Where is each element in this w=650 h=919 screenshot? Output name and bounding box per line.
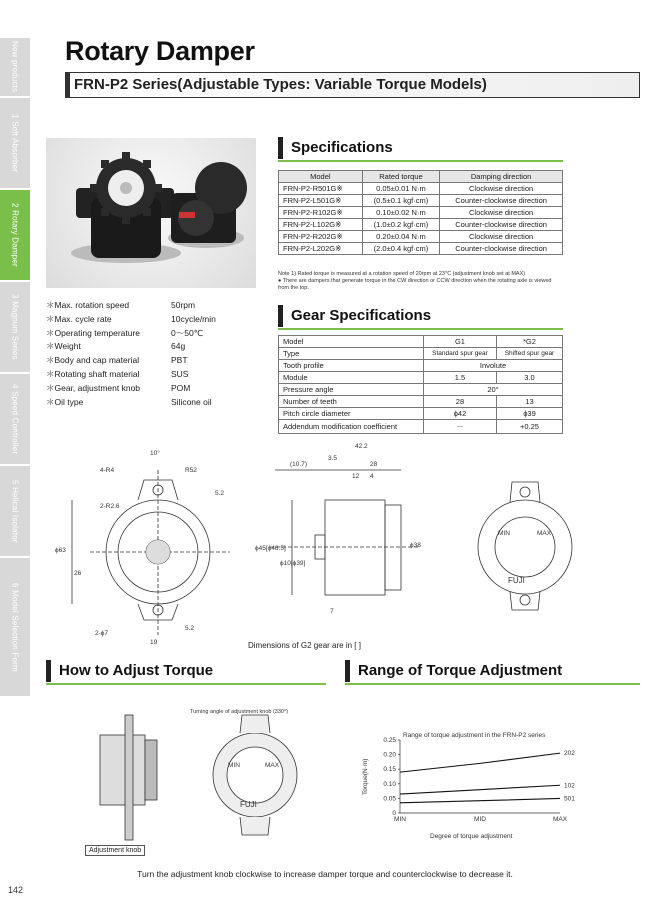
product-photo (46, 138, 256, 288)
tab-magnum-series[interactable]: 3 Magnum Series (0, 282, 30, 374)
spec-header: Model (279, 171, 363, 183)
spec-cell: FRN-P2-R102G※ (279, 207, 363, 219)
section-range-adjust: Range of Torque Adjustment (345, 660, 640, 682)
gear-cell: Addendum modification coefficient (279, 420, 424, 434)
dim-4: 4 (370, 473, 374, 480)
brand-label-2: FUJI (240, 800, 257, 809)
gear-cell: Type (279, 348, 424, 360)
spec-cell: (0.5±0.1 kgf·cm) (362, 195, 440, 207)
page-subtitle: FRN-P2 Series(Adjustable Types: Variable Torque Models) (65, 72, 640, 98)
dim-12: 12 (352, 473, 360, 480)
tab-model-selection[interactable]: 6 Model Selection Form (0, 558, 30, 698)
spec-cell: 0.10±0.02 N·m (362, 207, 440, 219)
dim-19: 19 (150, 639, 158, 645)
knob-min-label-2: MIN (228, 762, 240, 769)
gear-header: *G2 (496, 336, 562, 348)
gear-cell: Pitch circle diameter (279, 408, 424, 420)
y-tick-label: 0 (392, 810, 396, 817)
dim-phi63: ϕ63 (55, 547, 66, 554)
spec-cell: FRN-P2-R501G※ (279, 183, 363, 195)
dim-10-7: (10.7) (290, 461, 307, 468)
gear-header: G1 (424, 336, 497, 348)
prop-key: ＊Rotating shaft material (46, 368, 140, 379)
tab-new-products[interactable]: New products (0, 38, 30, 98)
y-tick-label: 0.20 (383, 751, 396, 759)
knob-min-label: MIN (498, 530, 510, 537)
prop-value: 10cycle/min (171, 313, 216, 324)
dim-r52: R52 (185, 467, 197, 474)
y-tick-label: 0.25 (383, 737, 396, 744)
gear-cell: Pressure angle (279, 384, 424, 396)
tab-speed-controller[interactable]: 4 Speed Controller (0, 374, 30, 466)
footer-text: Turn the adjustment knob clockwise to increase damper torque and counterclockwise to decrease it. (137, 869, 513, 879)
spec-cell: Clockwise direction (440, 183, 563, 195)
gear-cell: Number of teeth (279, 396, 424, 408)
series-line-102 (400, 785, 560, 794)
series-label-501: 501 (564, 795, 575, 803)
spec-cell: 0.20±0.04 N·m (362, 231, 440, 243)
gear-cell: 28 (424, 396, 497, 408)
tab-rotary-damper[interactable]: 2 Rotary Damper (0, 190, 30, 282)
dim-7: 7 (330, 608, 334, 615)
gear-cell: Standard spur gear (424, 348, 497, 360)
prop-key: ＊Max. cycle rate (46, 313, 112, 324)
prop-key: ＊Oil type (46, 396, 84, 407)
gear-cell: 20° (424, 384, 563, 396)
spec-cell: Counter-clockwise direction (440, 219, 563, 231)
spec-cell: FRN-P2-L501G※ (279, 195, 363, 207)
prop-key: ＊Operating temperature (46, 327, 141, 338)
dim-phi45: ϕ45[ϕ46.5] (255, 545, 286, 552)
section-how-to-adjust: How to Adjust Torque (46, 660, 326, 682)
dim-3-5: 3.5 (328, 455, 338, 462)
knob-max-label: MAX (537, 530, 552, 537)
page-number: 142 (8, 885, 24, 895)
chart-title: Range of torque adjustment in the FRN-P2 series (403, 732, 546, 739)
spec-cell: Clockwise direction (440, 207, 563, 219)
section-gear-specifications: Gear Specifications (278, 305, 563, 327)
dim-2r26: 2-R2.6 (100, 503, 120, 510)
section-specifications: Specifications (278, 137, 563, 159)
dim-26: 26 (74, 570, 82, 577)
gear-table (278, 335, 563, 434)
dim-phi10: ϕ10[ϕ39] (280, 560, 306, 567)
series-label-202: 202 (564, 750, 575, 758)
adjustment-knob-label: Adjustment knob (85, 845, 145, 856)
tab-soft-absorber[interactable]: 1 Soft Absorber (0, 98, 30, 190)
dim-5-2a: 5.2 (215, 490, 225, 497)
brand-label: FUJI (508, 576, 525, 585)
spec-cell: FRN-P2-L102G※ (279, 219, 363, 231)
x-tick-label: MAX (552, 816, 568, 823)
gear-cell: Module (279, 372, 424, 384)
tab-helical-isolator[interactable]: 5 Helical Isolator (0, 466, 30, 558)
prop-value: 50rpm (171, 300, 196, 310)
gear-header: Model (279, 336, 424, 348)
knob-turning-label: Turning angle of adjustment knob (330°) (190, 709, 288, 715)
series-line-202 (400, 753, 560, 772)
spec-notes (278, 271, 563, 292)
dim-42-2: 42.2 (355, 443, 368, 450)
x-tick-label: MIN (394, 816, 406, 823)
g2-note: Dimensions of G2 gear are in [ ] (248, 641, 361, 650)
note-1: Note 1) Rated torque is measured at a rotation speed of 20rpm at 23℃ (adjustment knob set at MAX) (278, 271, 526, 277)
prop-value: POM (171, 382, 191, 393)
spec-cell: Clockwise direction (440, 231, 563, 243)
dim-28: 28 (370, 461, 378, 468)
gear-cell: Shifted spur gear (496, 348, 562, 360)
gear-cell: Tooth profile (279, 360, 424, 372)
spec-cell: FRN-P2-R202G※ (279, 231, 363, 243)
chart-xlabel: Degree of torque adjustment (430, 833, 513, 840)
x-tick-label: MID (474, 816, 486, 823)
chart-ylabel: Torque(N·m) (362, 758, 369, 795)
spec-cell: FRN-P2-L202G※ (279, 243, 363, 255)
spec-cell: (1.0±0.2 kgf·cm) (362, 219, 440, 231)
gear-cell: +0.25 (496, 420, 562, 434)
gear-cell: ϕ39 (496, 408, 562, 420)
spec-table (278, 170, 563, 255)
spec-cell: Counter-clockwise direction (440, 243, 563, 255)
gear-cell: ϕ42 (424, 408, 497, 420)
dim-2phi7: 2-ϕ7 (95, 630, 109, 637)
dim-phi38: ϕ38 (410, 542, 421, 549)
y-tick-label: 0.10 (383, 780, 396, 788)
adjust-illustration (60, 695, 330, 850)
series-label-102: 102 (564, 782, 575, 790)
dim-angle: 10° (150, 450, 160, 457)
gear-cell: － (424, 420, 497, 434)
sidebar (0, 38, 30, 698)
spec-cell: (2.0±0.4 kgf·cm) (362, 243, 440, 255)
spec-cell: 0.05±0.01 N·m (362, 183, 440, 195)
gear-cell: 13 (496, 396, 562, 408)
spec-cell: Counter-clockwise direction (440, 195, 563, 207)
prop-value: Silicone oil (171, 396, 212, 407)
prop-key: ＊Gear, adjustment knob (46, 382, 141, 393)
gear-cell: Involute (424, 360, 563, 372)
knob-max-label-2: MAX (265, 762, 280, 769)
y-tick-label: 0.15 (383, 766, 396, 774)
page-title: Rotary Damper (65, 36, 255, 66)
gear-cell: 1.5 (424, 372, 497, 384)
note-2: ● There are dampers that generate torque in the CW direction or CCW direction when the rotating axle is viewed from the top. (278, 278, 552, 291)
properties-list (46, 299, 216, 409)
spec-header: Rated torque (362, 171, 440, 183)
gear-cell: 3.0 (496, 372, 562, 384)
prop-key: ＊Body and cap material (46, 355, 140, 366)
prop-value: 0～50℃ (171, 327, 204, 338)
torque-range-chart (355, 725, 595, 845)
prop-key: ＊Weight (46, 341, 81, 352)
dim-5-2b: 5.2 (185, 625, 195, 632)
y-tick-label: 0.05 (383, 795, 396, 803)
prop-value: 64g (171, 341, 186, 352)
prop-value: PBT (171, 355, 188, 366)
spec-header: Damping direction (440, 171, 563, 183)
prop-key: ＊Max. rotation speed (46, 300, 130, 310)
series-line-501 (400, 798, 560, 802)
dimension-drawings (40, 440, 640, 645)
prop-value: SUS (171, 368, 189, 379)
dim-4r4: 4-R4 (100, 467, 115, 474)
